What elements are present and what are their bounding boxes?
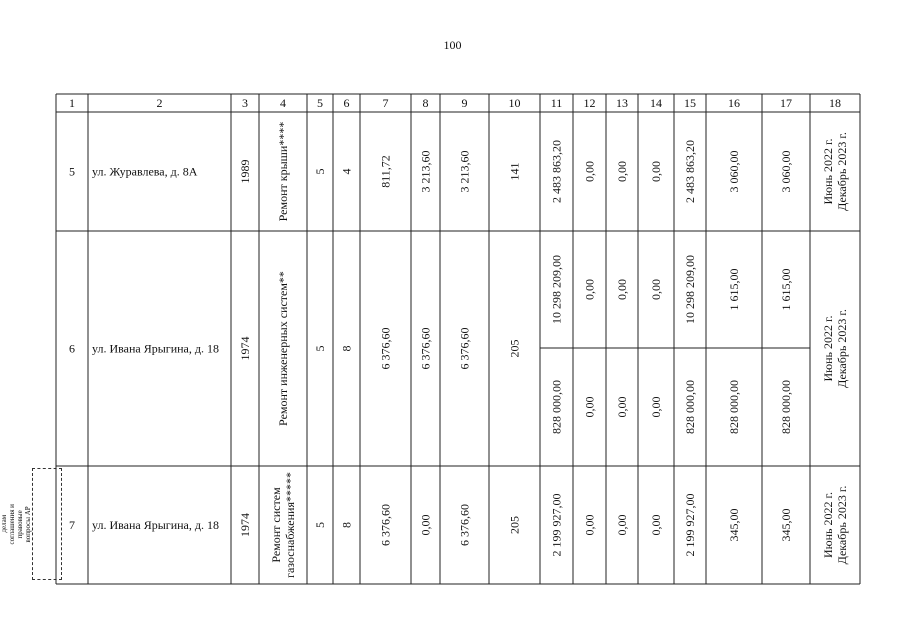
financing-c16: 828 000,00 [727,380,741,434]
column-number-header: 13 [616,96,628,110]
financing-c16: 3 060,00 [727,150,741,193]
stamp-line: делам [0,515,8,533]
cell-col10: 205 [507,339,522,358]
column-number-header: 10 [508,96,521,110]
financing-c12: 0,00 [582,514,597,536]
cell-col7: 811,72 [378,155,393,188]
financing-c15: 10 298 209,00 [683,255,697,324]
column-number-header: 18 [829,96,841,110]
cell-col5: 5 [313,345,327,352]
financing-c15: 828 000,00 [683,380,697,434]
year-cell: 1974 [238,336,252,361]
financing-c17: 828 000,00 [779,380,793,434]
cell-col6: 8 [339,522,354,528]
financing-c13: 0,00 [615,396,629,418]
cell-col8: 6 376,60 [418,327,433,370]
financing-c12: 0,00 [582,396,597,418]
cell-col8: 3 213,60 [418,150,433,193]
year-cell: 1989 [238,159,252,184]
row-number: 5 [69,164,75,179]
financing-c17: 345,00 [779,508,793,542]
financing-c16: 1 615,00 [727,268,741,311]
cell-col5: 5 [313,522,327,528]
financing-c16: 345,00 [727,508,741,542]
work-type-cell: Ремонт крыши**** [276,121,290,222]
financing-c11: 2 483 863,20 [549,140,564,203]
cell-col7: 6 376,60 [378,327,393,370]
period-cell: Июнь 2022 г.Декабрь 2023 г. [821,132,849,211]
cell-col9: 6 376,60 [457,327,472,370]
financing-c17: 1 615,00 [779,268,793,311]
cell-col8: 0,00 [418,514,433,536]
work-type-cell: Ремонт системгазоснабжения***** [269,472,297,578]
cell-col6: 8 [339,345,354,352]
period-cell: Июнь 2022 г.Декабрь 2023 г. [821,309,849,388]
cell-col9: 6 376,60 [457,504,472,546]
financing-c14: 0,00 [649,161,663,182]
column-number-header: 17 [780,96,792,110]
financing-c13: 0,00 [615,279,629,300]
stamp-line: вопросы АР [24,505,32,543]
financing-c12: 0,00 [582,279,597,300]
column-number-header: 6 [343,96,350,110]
address-cell: ул. Ивана Ярыгина, д. 18 [92,341,219,356]
financing-c11: 828 000,00 [549,380,564,434]
column-number-header: 16 [728,96,740,110]
column-number-header: 5 [317,96,323,110]
financing-c13: 0,00 [615,514,629,536]
stamp-line: соглашения и правовые [8,503,24,545]
column-number-header: 3 [242,96,248,110]
financing-c11: 2 199 927,00 [549,493,564,557]
column-number-header: 7 [382,96,389,110]
cell-col6: 4 [339,168,354,175]
column-number-header: 4 [280,96,286,110]
column-number-header: 14 [650,96,662,110]
cell-col10: 141 [507,162,522,181]
column-number-header: 9 [461,96,468,110]
financing-c14: 0,00 [649,279,663,300]
row-number: 7 [69,518,75,532]
address-cell: ул. Ивана Ярыгина, д. 18 [92,518,219,532]
financing-c15: 2 199 927,00 [683,493,697,557]
financing-c17: 3 060,00 [779,150,793,193]
column-number-header: 2 [156,96,163,110]
column-number-header: 11 [550,96,563,110]
period-cell: Июнь 2022 г.Декабрь 2023 г. [821,485,849,565]
financing-c14: 0,00 [649,514,663,536]
financing-c11: 10 298 209,00 [549,255,564,324]
column-number-header: 12 [583,96,596,110]
cell-col9: 3 213,60 [457,150,472,193]
page-number: 100 [443,38,462,52]
financing-c15: 2 483 863,20 [683,140,697,203]
column-number-header: 8 [422,96,429,110]
financing-c14: 0,00 [649,396,663,418]
year-cell: 1974 [238,513,252,537]
financing-c12: 0,00 [582,161,597,182]
column-number-header: 1 [69,96,75,110]
address-cell: ул. Журавлева, д. 8А [92,164,198,179]
cell-col10: 205 [507,516,522,534]
work-type-cell: Ремонт инженерных систем** [276,271,290,426]
row-number: 6 [69,341,75,356]
cell-col5: 5 [313,168,327,175]
column-number-header: 15 [684,96,696,110]
financing-c13: 0,00 [615,161,629,182]
cell-col7: 6 376,60 [378,504,393,546]
